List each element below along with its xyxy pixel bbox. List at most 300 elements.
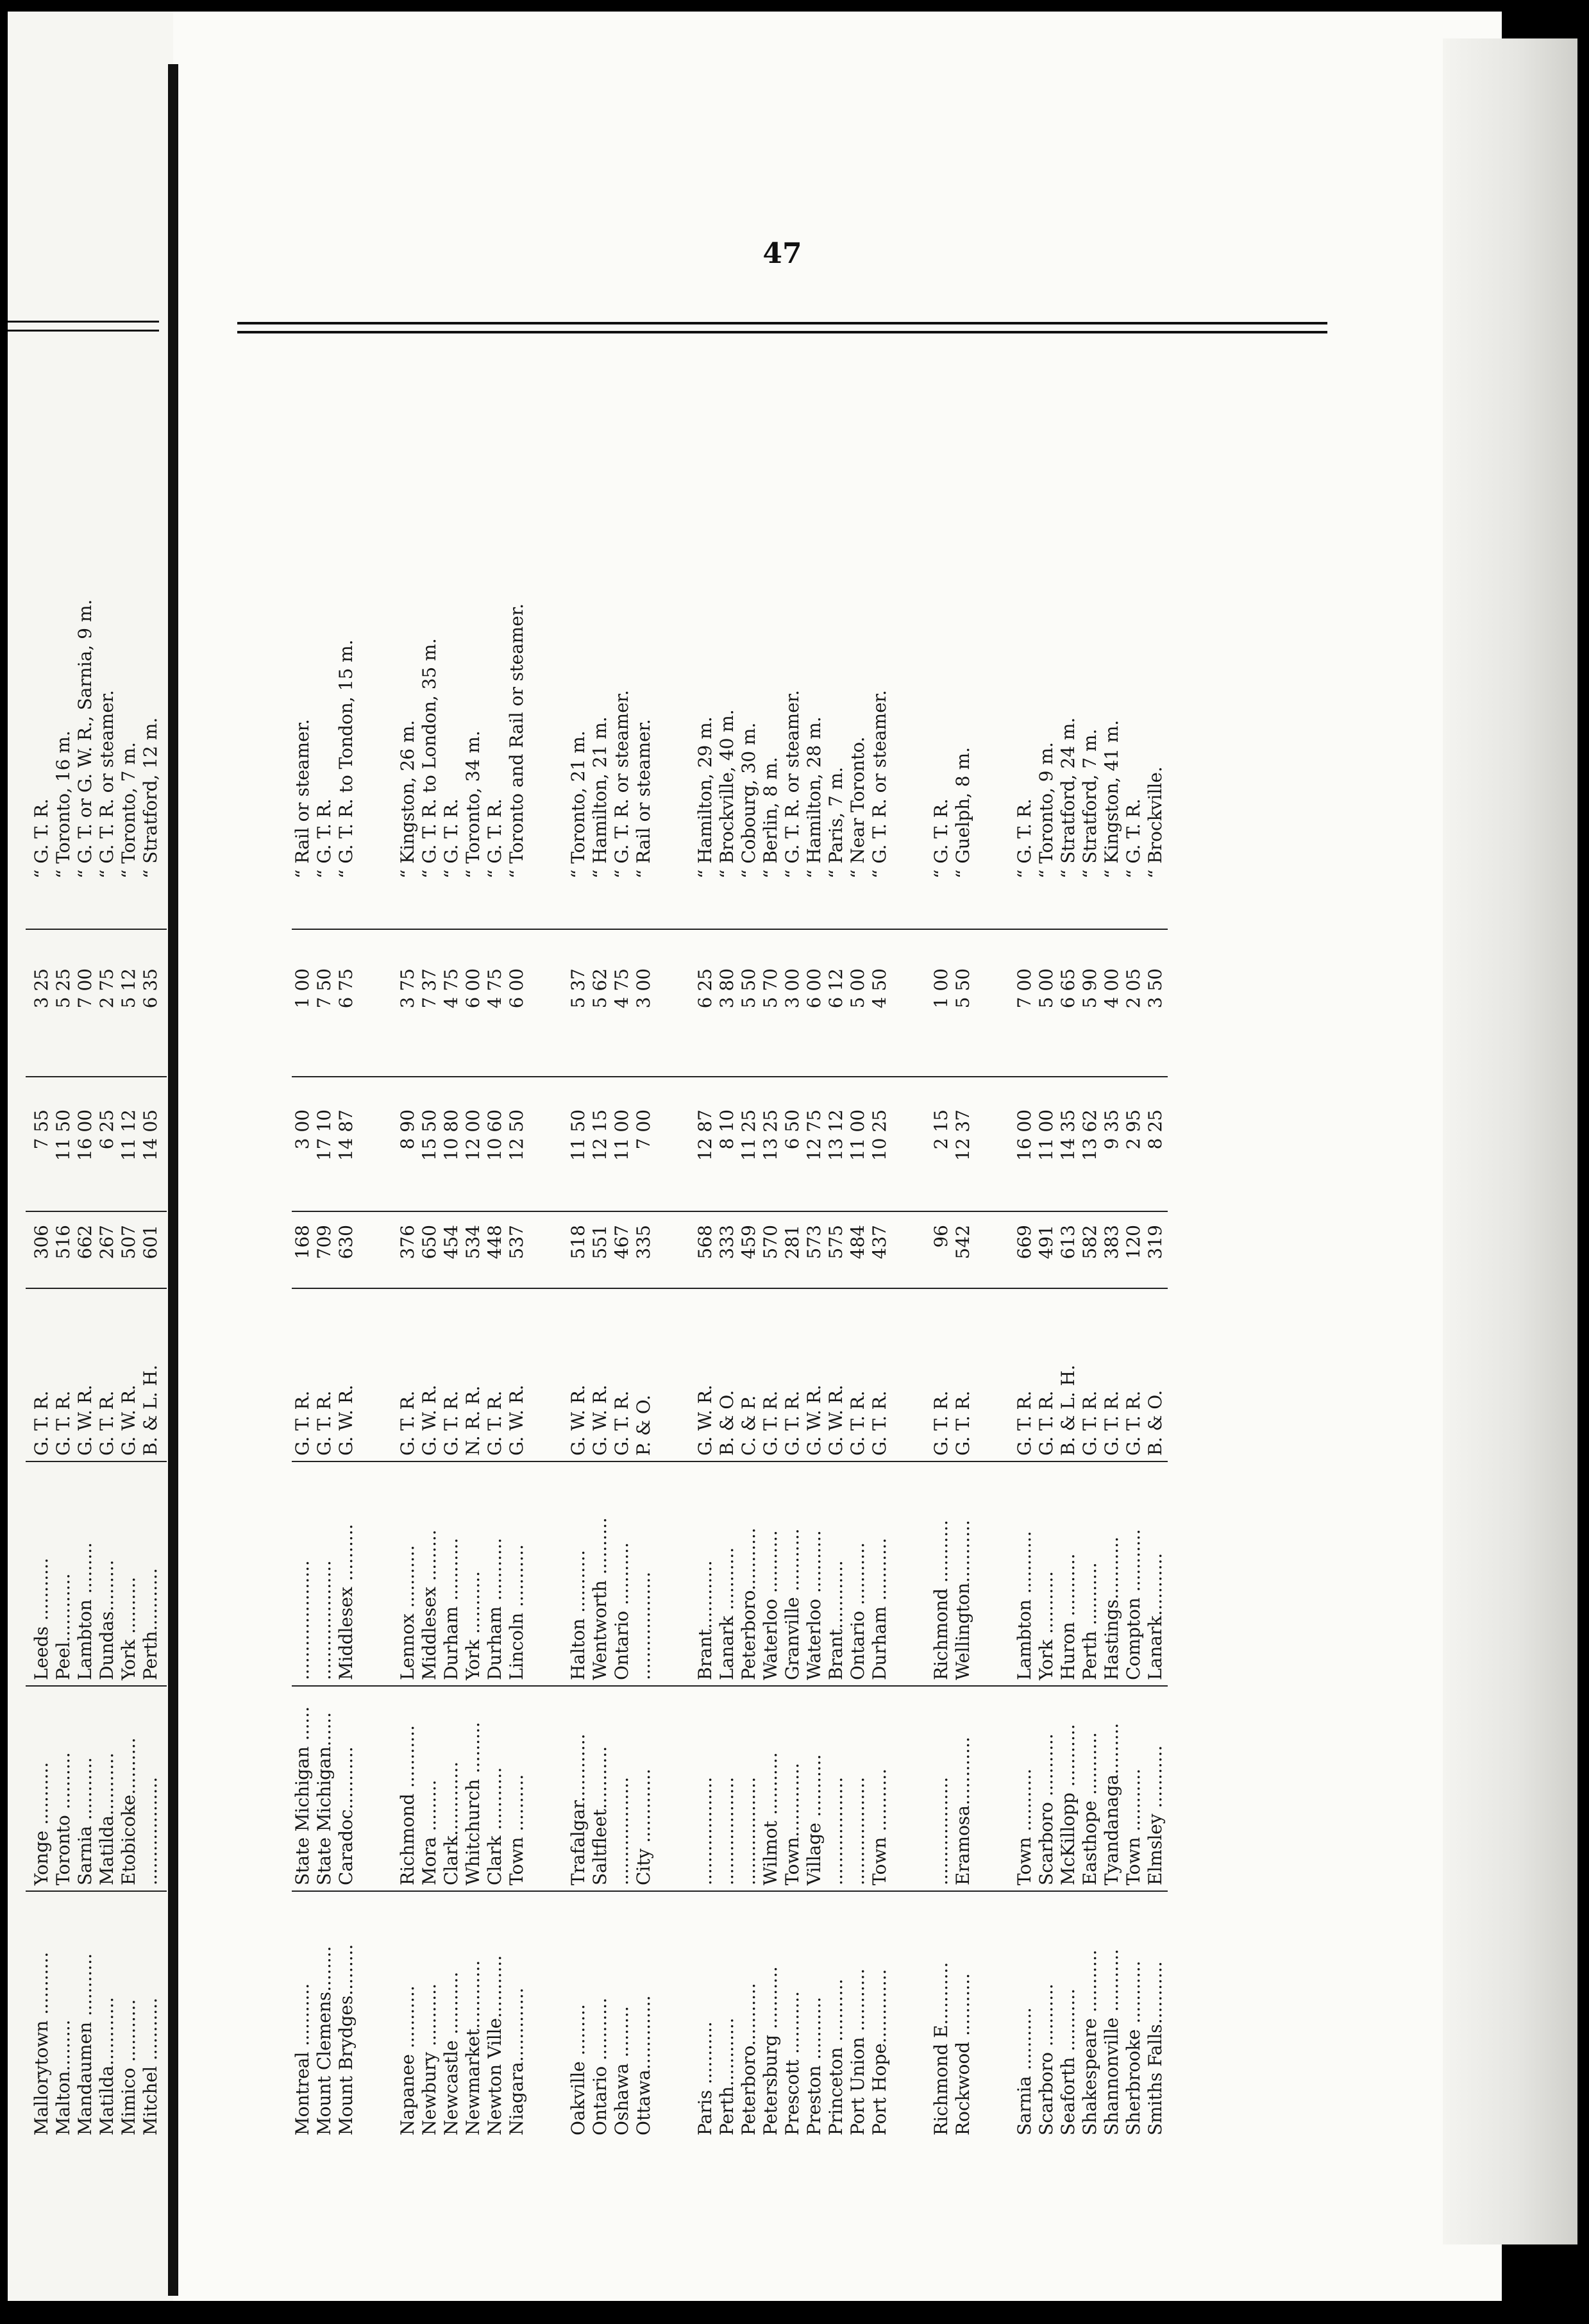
- township-name: Sarnia ...........: [74, 1757, 96, 1885]
- railway-code: G. T. R.: [869, 1390, 890, 1456]
- main-table: [292, 545, 1589, 2135]
- fare-second-class: 6 35: [140, 968, 161, 1009]
- distance-miles: 650: [419, 1225, 440, 1259]
- route-note: “ G. T. R. or steamer.: [96, 690, 117, 879]
- station-name: Malton.........: [53, 2019, 74, 2135]
- county-name: Middlesex ..........: [335, 1524, 357, 1680]
- fare-first-class: 7 00: [633, 1109, 654, 1150]
- township-name: ...................: [930, 1776, 952, 1885]
- table-row: [292, 545, 314, 2135]
- county-name: Brant............: [825, 1560, 846, 1680]
- route-note: “ G. T. R.: [441, 798, 462, 879]
- previous-page-rule-top: [8, 321, 159, 323]
- railway-code: G. T. R.: [847, 1390, 868, 1456]
- fare-second-class: 3 25: [31, 968, 52, 1009]
- railway-code: G. T. R.: [611, 1390, 632, 1456]
- route-note: “ G. T. R.: [1014, 798, 1035, 879]
- county-name: Brant............: [694, 1560, 716, 1680]
- fare-second-class: 6 00: [462, 968, 483, 1009]
- route-note: “ Hamilton, 29 m.: [694, 716, 716, 879]
- county-name: Durham ...........: [484, 1538, 505, 1680]
- fare-second-class: 6 25: [694, 968, 716, 1009]
- previous-page-rule-bottom: [8, 330, 159, 332]
- station-name: Mitchel ...........: [140, 1998, 161, 2135]
- fare-second-class: 7 50: [314, 968, 335, 1009]
- distance-miles: 120: [1123, 1225, 1144, 1259]
- county-name: Waterloo ...........: [803, 1530, 825, 1680]
- township-name: Clark ...........: [484, 1767, 505, 1885]
- fare-first-class: 11 00: [1036, 1109, 1057, 1161]
- distance-miles: 662: [74, 1225, 96, 1259]
- fare-first-class: 11 00: [611, 1109, 632, 1161]
- distance-miles: 491: [1036, 1225, 1057, 1259]
- fare-first-class: 11 12: [118, 1109, 139, 1161]
- table-row: [1057, 545, 1079, 2135]
- fare-second-class: 7 00: [74, 968, 96, 1009]
- county-name: Wentworth ..........: [589, 1517, 610, 1680]
- fare-first-class: 9 35: [1101, 1109, 1122, 1150]
- column-divider: [292, 1076, 1168, 1077]
- station-name: Scarboro ...........: [1036, 1983, 1057, 2135]
- route-note: “ Stratford, 12 m.: [140, 717, 161, 879]
- railway-code: G. T. R.: [1123, 1390, 1144, 1456]
- county-name: Ontario ...........: [847, 1542, 868, 1680]
- station-name: Montreal ...........: [292, 1983, 313, 2135]
- township-name: ...................: [738, 1776, 759, 1885]
- railway-code: G. T. R.: [292, 1390, 313, 1456]
- fare-first-class: 8 10: [716, 1109, 737, 1150]
- fare-first-class: 6 25: [96, 1109, 117, 1150]
- table-row: [694, 545, 716, 2135]
- station-name: Peterboro...........: [738, 1983, 759, 2135]
- township-name: Town.............: [782, 1762, 803, 1885]
- fare-first-class: 14 05: [140, 1109, 161, 1161]
- fare-second-class: 5 25: [53, 968, 74, 1009]
- fare-first-class: 8 25: [1145, 1109, 1166, 1150]
- route-note: “ G. T. or G. W. R., Sarnia, 9 m.: [74, 599, 96, 879]
- railway-code: G. T. R.: [31, 1390, 52, 1456]
- station-name: Preston ...........: [803, 1996, 825, 2135]
- fare-second-class: 7 00: [1014, 968, 1035, 1009]
- county-name: York ...........: [1036, 1570, 1057, 1680]
- fare-second-class: 4 00: [1101, 968, 1122, 1009]
- fare-first-class: 16 00: [1014, 1109, 1035, 1161]
- fare-first-class: 13 62: [1079, 1109, 1100, 1161]
- county-name: Lanark ...........: [716, 1547, 737, 1680]
- township-name: Village ...........: [803, 1754, 825, 1885]
- table-row: [716, 545, 738, 2135]
- fare-second-class: 3 00: [782, 968, 803, 1009]
- table-row: [1123, 545, 1145, 2135]
- table-row: [633, 545, 655, 2135]
- railway-code: C. & P.: [738, 1395, 759, 1456]
- county-name: Lincoln ...........: [506, 1544, 527, 1680]
- railway-code: G. T. R.: [1014, 1390, 1035, 1456]
- station-name: Mandaumen ...........: [74, 1953, 96, 2135]
- fare-first-class: 12 00: [462, 1109, 483, 1161]
- table-row: [397, 545, 419, 2135]
- route-note: “ Kingston, 41 m.: [1101, 720, 1122, 879]
- station-name: Mallorytown ...........: [31, 1951, 52, 2135]
- railway-code: G. W. R.: [589, 1385, 610, 1456]
- railway-code: G. W. R.: [568, 1385, 589, 1456]
- column-divider: [26, 1890, 167, 1892]
- county-name: Lambton .........: [74, 1542, 96, 1680]
- table-row: [74, 545, 96, 2135]
- table-row: [506, 545, 528, 2135]
- distance-miles: 542: [952, 1225, 973, 1259]
- station-name: Port Union ...........: [847, 1968, 868, 2135]
- fare-first-class: 2 95: [1123, 1109, 1144, 1150]
- fare-second-class: 5 37: [568, 968, 589, 1009]
- table-row: [96, 545, 118, 2135]
- township-name: Etobicoke..........: [118, 1737, 139, 1885]
- fare-first-class: 15 50: [419, 1109, 440, 1161]
- table-row: [1101, 545, 1123, 2135]
- county-name: Middlesex .........: [419, 1529, 440, 1680]
- station-name: Paris ...........: [694, 2021, 716, 2135]
- fare-first-class: 14 35: [1057, 1109, 1079, 1161]
- table-row: [53, 545, 74, 2135]
- township-name: Easthope ...........: [1079, 1732, 1100, 1885]
- station-name: Prescott ...........: [782, 1991, 803, 2135]
- route-note: “ Rail or steamer.: [292, 719, 313, 879]
- fare-second-class: 5 00: [847, 968, 868, 1009]
- railway-code: G. T. R.: [441, 1390, 462, 1456]
- distance-miles: 467: [611, 1225, 632, 1259]
- station-name: Shannonville ...........: [1101, 1949, 1122, 2135]
- railway-code: G. W. R.: [335, 1385, 357, 1456]
- route-note: “ Cobourg, 30 m.: [738, 722, 759, 879]
- railway-code: G. T. R.: [952, 1390, 973, 1456]
- fare-second-class: 4 50: [869, 968, 890, 1009]
- station-name: Oshawa .........: [611, 2006, 632, 2135]
- township-name: Wilmot ...........: [760, 1752, 781, 1885]
- fare-second-class: 5 50: [738, 968, 759, 1009]
- distance-miles: 601: [140, 1225, 161, 1259]
- table-row: [869, 545, 891, 2135]
- township-name: State Michigan ......: [292, 1706, 313, 1885]
- railway-code: G. W. R.: [74, 1385, 96, 1456]
- county-name: Durham ...........: [869, 1538, 890, 1680]
- distance-miles: 573: [803, 1225, 825, 1259]
- fare-first-class: 14 87: [335, 1109, 357, 1161]
- fare-second-class: 5 70: [760, 968, 781, 1009]
- station-name: Mount Clemens........: [314, 1946, 335, 2135]
- table-row: [314, 545, 335, 2135]
- table-row: [462, 545, 484, 2135]
- distance-miles: 267: [96, 1225, 117, 1259]
- railway-code: G. T. R.: [1079, 1390, 1100, 1456]
- column-divider: [292, 1211, 1168, 1212]
- fare-first-class: 10 60: [484, 1109, 505, 1161]
- column-divider: [292, 1890, 1168, 1892]
- county-name: Huron ...........: [1057, 1553, 1079, 1680]
- distance-miles: 448: [484, 1225, 505, 1259]
- fare-first-class: 10 80: [441, 1109, 462, 1161]
- route-note: “ Brockville, 40 m.: [716, 709, 737, 879]
- column-divider: [292, 1685, 1168, 1687]
- county-name: Compton ...........: [1123, 1529, 1144, 1680]
- fare-first-class: 7 55: [31, 1109, 52, 1150]
- fare-second-class: 7 37: [419, 968, 440, 1009]
- fare-second-class: 2 05: [1123, 968, 1144, 1009]
- route-note: “ Rail or steamer.: [633, 719, 654, 879]
- route-note: “ G. T. R.: [31, 798, 52, 879]
- station-name: Newton Ville...........: [484, 1955, 505, 2135]
- fare-second-class: 4 75: [484, 968, 505, 1009]
- table-row: [1036, 545, 1057, 2135]
- route-note: “ Toronto, 9 m.: [1036, 742, 1057, 879]
- county-name: Perth...........: [140, 1568, 161, 1680]
- county-name: .....................: [314, 1560, 335, 1680]
- column-divider: [26, 1288, 167, 1289]
- route-note: “ G. T. R. or steamer.: [611, 690, 632, 879]
- railway-code: G. T. R.: [314, 1390, 335, 1456]
- railway-code: B. & L. H.: [1057, 1365, 1079, 1456]
- route-note: “ Paris, 7 m.: [825, 766, 846, 879]
- railway-code: G. W. R.: [118, 1385, 139, 1456]
- railway-code: G. W. R.: [419, 1385, 440, 1456]
- fare-second-class: 3 75: [397, 968, 418, 1009]
- township-name: Town ...........: [869, 1768, 890, 1885]
- header-rule-bottom: [237, 331, 1327, 333]
- station-name: Napanee ...........: [397, 1985, 418, 2135]
- route-note: “ Toronto, 7 m.: [118, 742, 139, 879]
- station-name: Seaforth ...........: [1057, 1988, 1079, 2135]
- railway-code: G. T. R.: [397, 1390, 418, 1456]
- county-name: Leeds ...........: [31, 1558, 52, 1680]
- distance-miles: 376: [397, 1225, 418, 1259]
- table-row: [930, 545, 952, 2135]
- fare-second-class: 3 50: [1145, 968, 1166, 1009]
- route-note: “ Hamilton, 28 m.: [803, 716, 825, 879]
- county-name: Lambton ...........: [1014, 1531, 1035, 1680]
- county-name: Perth ...........: [1079, 1562, 1100, 1680]
- distance-miles: 459: [738, 1225, 759, 1259]
- station-name: Mimico ...........: [118, 1999, 139, 2135]
- fare-first-class: 10 25: [869, 1109, 890, 1161]
- distance-miles: 335: [633, 1225, 654, 1259]
- fare-first-class: 12 87: [694, 1109, 716, 1161]
- fare-second-class: 3 00: [633, 968, 654, 1009]
- county-name: Lennox ...........: [397, 1545, 418, 1680]
- table-row: [782, 545, 803, 2135]
- station-name: Mount Brydges.........: [335, 1944, 357, 2135]
- route-note: “ G. T. R.: [930, 798, 952, 879]
- distance-miles: 534: [462, 1225, 483, 1259]
- table-row: [803, 545, 825, 2135]
- route-note: “ G. T. R.: [314, 798, 335, 879]
- distance-miles: 518: [568, 1225, 589, 1259]
- fare-first-class: 6 50: [782, 1109, 803, 1150]
- township-name: Yonge ...........: [31, 1762, 52, 1885]
- table-row: [847, 545, 869, 2135]
- fare-second-class: 6 65: [1057, 968, 1079, 1009]
- township-name: Elmsley ...........: [1145, 1745, 1166, 1885]
- fare-second-class: 4 75: [441, 968, 462, 1009]
- fare-second-class: 6 00: [803, 968, 825, 1009]
- county-name: Lanark...........: [1145, 1553, 1166, 1680]
- township-name: Town ...........: [1123, 1768, 1144, 1885]
- railway-code: G. W. R.: [506, 1385, 527, 1456]
- fare-second-class: 3 80: [716, 968, 737, 1009]
- station-name: Matilda............: [96, 1997, 117, 2135]
- station-name: Port Hope.............: [869, 1969, 890, 2135]
- county-name: Dundas.........: [96, 1560, 117, 1680]
- township-name: Mora .........: [419, 1780, 440, 1885]
- fare-second-class: 1 00: [292, 968, 313, 1009]
- distance-miles: 537: [506, 1225, 527, 1259]
- railway-code: G. T. R.: [782, 1390, 803, 1456]
- route-note: “ G. T. R. to Tondon, 15 m.: [335, 639, 357, 879]
- table-row: [568, 545, 589, 2135]
- county-name: Waterloo ...........: [760, 1530, 781, 1680]
- distance-miles: 333: [716, 1225, 737, 1259]
- column-divider: [26, 1211, 167, 1212]
- distance-miles: 168: [292, 1225, 313, 1259]
- county-name: Wellington...........: [952, 1520, 973, 1680]
- distance-miles: 516: [53, 1225, 74, 1259]
- column-divider: [26, 1461, 167, 1462]
- distance-miles: 319: [1145, 1225, 1166, 1259]
- county-name: Peel............: [53, 1573, 74, 1680]
- fare-second-class: 5 00: [1036, 968, 1057, 1009]
- township-name: Trafalgar............: [568, 1733, 589, 1885]
- fare-second-class: 5 50: [952, 968, 973, 1009]
- railway-code: B. & L. H.: [140, 1365, 161, 1456]
- fare-first-class: 17 10: [314, 1109, 335, 1161]
- railway-code: B. & O.: [716, 1390, 737, 1456]
- railway-code: G. W. R.: [803, 1385, 825, 1456]
- fare-first-class: 16 00: [74, 1109, 96, 1161]
- township-name: McKillopp ...........: [1057, 1724, 1079, 1885]
- distance-miles: 575: [825, 1225, 846, 1259]
- station-name: Petersburg ...........: [760, 1966, 781, 2135]
- county-name: Hastings...........: [1101, 1537, 1122, 1680]
- fare-second-class: 6 75: [335, 968, 357, 1009]
- table-row: [952, 545, 974, 2135]
- fare-first-class: 11 25: [738, 1109, 759, 1161]
- railway-code: G. T. R.: [1101, 1390, 1122, 1456]
- route-note: “ G. T. R.: [1123, 798, 1144, 879]
- township-name: ...................: [716, 1776, 737, 1885]
- railway-code: G. T. R.: [1036, 1390, 1057, 1456]
- table-row: [589, 545, 611, 2135]
- distance-miles: 709: [314, 1225, 335, 1259]
- distance-miles: 96: [930, 1225, 952, 1248]
- county-name: Halton ...........: [568, 1549, 589, 1680]
- county-name: .....................: [292, 1560, 313, 1680]
- railway-code: G. T. R.: [484, 1390, 505, 1456]
- railway-code: G. W. R.: [694, 1385, 716, 1456]
- station-name: Ontario ...........: [589, 1998, 610, 2135]
- township-name: Tyandanaga.........: [1101, 1722, 1122, 1885]
- route-note: “ Guelph, 8 m.: [952, 746, 973, 879]
- table-row: [611, 545, 633, 2135]
- route-note: “ Toronto and Rail or steamer.: [506, 603, 527, 879]
- township-name: Matilda...........: [96, 1752, 117, 1885]
- route-note: “ G. T. R. or steamer.: [782, 690, 803, 879]
- route-note: “ Berlin, 8 m.: [760, 757, 781, 879]
- column-divider: [26, 929, 167, 930]
- township-name: Toronto ..........: [53, 1752, 74, 1885]
- station-name: Niagara.............: [506, 1987, 527, 2135]
- distance-miles: 507: [118, 1225, 139, 1259]
- railway-code: N. R. R.: [462, 1385, 483, 1456]
- county-name: York ...........: [462, 1570, 483, 1680]
- distance-miles: 570: [760, 1225, 781, 1259]
- distance-miles: 669: [1014, 1225, 1035, 1259]
- township-name: ...................: [847, 1776, 868, 1885]
- township-name: ...................: [611, 1776, 632, 1885]
- distance-miles: 484: [847, 1225, 868, 1259]
- table-row: [1145, 545, 1166, 2135]
- distance-miles: 306: [31, 1225, 52, 1259]
- table-row: [738, 545, 760, 2135]
- distance-miles: 630: [335, 1225, 357, 1259]
- township-name: Saltfleet...........: [589, 1746, 610, 1885]
- fare-first-class: 12 75: [803, 1109, 825, 1161]
- fare-first-class: 2 15: [930, 1109, 952, 1150]
- route-note: “ Brockville.: [1145, 766, 1166, 879]
- railway-code: G. W. R.: [825, 1385, 846, 1456]
- station-name: Shakespeare ...........: [1079, 1949, 1100, 2135]
- township-name: ...................: [140, 1776, 161, 1885]
- distance-miles: 551: [589, 1225, 610, 1259]
- distance-miles: 383: [1101, 1225, 1122, 1259]
- route-note: “ Stratford, 7 m.: [1079, 728, 1100, 879]
- table-row: [140, 545, 162, 2135]
- route-note: “ G. T. R. to London, 35 m.: [419, 638, 440, 879]
- railway-code: G. T. R.: [930, 1390, 952, 1456]
- column-divider: [292, 1461, 1168, 1462]
- header-rule-top: [237, 322, 1327, 324]
- county-name: Durham ...........: [441, 1538, 462, 1680]
- county-name: Granville ...........: [782, 1528, 803, 1680]
- railway-code: G. T. R.: [760, 1390, 781, 1456]
- township-name: Town ..........: [506, 1774, 527, 1885]
- township-name: State Michigan......: [314, 1712, 335, 1885]
- table-row: [335, 545, 357, 2135]
- township-name: ...................: [825, 1776, 846, 1885]
- fare-second-class: 4 75: [611, 968, 632, 1009]
- route-note: “ Near Toronto.: [847, 736, 868, 879]
- route-note: “ Hamilton, 21 m.: [589, 716, 610, 879]
- table-row: [484, 545, 506, 2135]
- route-note: “ G. T. R. or steamer.: [869, 690, 890, 879]
- fare-first-class: 12 50: [506, 1109, 527, 1161]
- fare-first-class: 11 00: [847, 1109, 868, 1161]
- township-name: Scarboro ...........: [1036, 1733, 1057, 1885]
- station-name: Princeton ...........: [825, 1978, 846, 2135]
- county-name: Ontario ...........: [611, 1542, 632, 1680]
- fare-second-class: 1 00: [930, 968, 952, 1009]
- township-name: ...................: [694, 1776, 716, 1885]
- fare-first-class: 12 37: [952, 1109, 973, 1161]
- station-name: Sherbrooke ...........: [1123, 1960, 1144, 2135]
- fare-first-class: 13 25: [760, 1109, 781, 1161]
- column-divider: [26, 1685, 167, 1687]
- fare-second-class: 6 00: [506, 968, 527, 1009]
- station-name: Perth............: [716, 2017, 737, 2135]
- county-name: Richmond ...........: [930, 1520, 952, 1680]
- station-name: Newcastle ...........: [441, 1971, 462, 2135]
- township-name: Eramosa............: [952, 1737, 973, 1885]
- county-name: ...................: [633, 1571, 654, 1680]
- column-divider: [26, 1076, 167, 1077]
- railway-code: G. T. R.: [53, 1390, 74, 1456]
